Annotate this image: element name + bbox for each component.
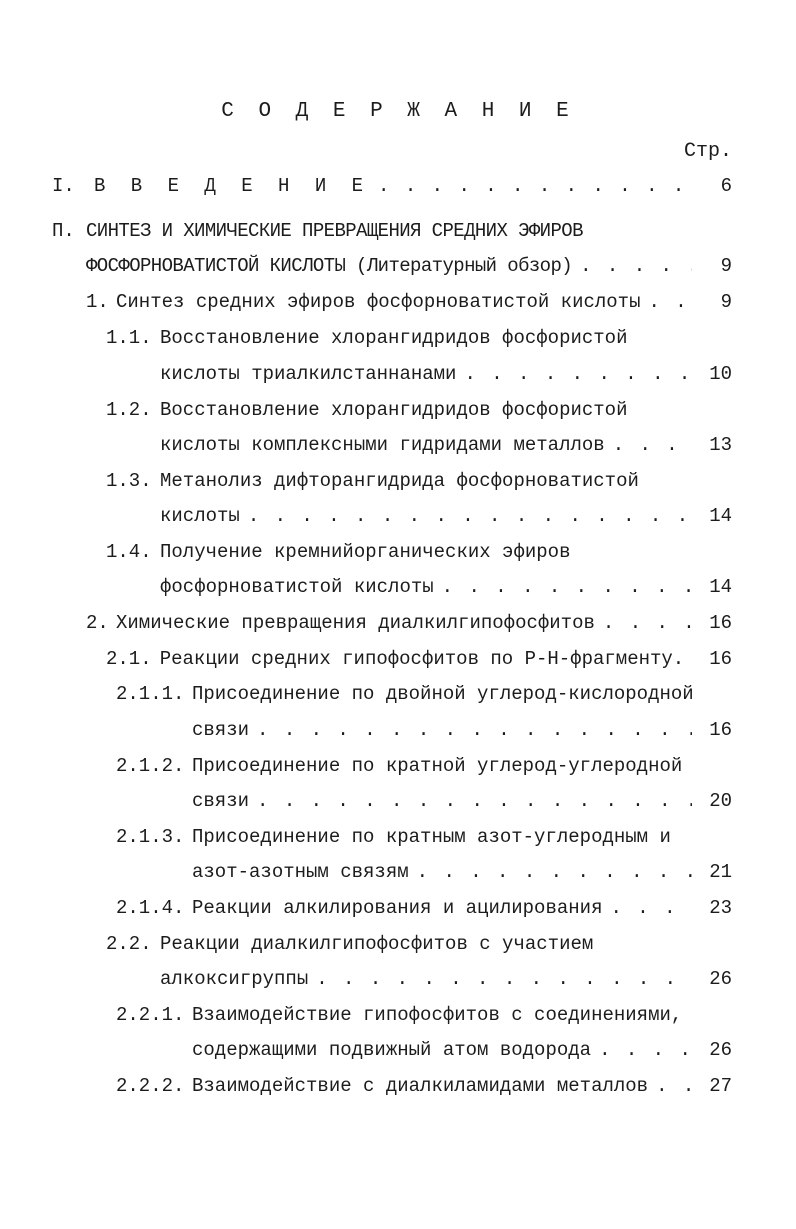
toc-entry-2-2-cont[interactable] [160,965,732,993]
entry-number: 1. [86,291,109,313]
toc-entry-1-2[interactable] [106,396,732,424]
entry-number: 2.1.3. [116,826,185,848]
toc-entry-2-1-1[interactable] [116,680,732,708]
toc-entry-2-2-1[interactable] [116,1001,732,1029]
entry-title: Метанолиз дифторангидрида фосфорноватистой [160,470,639,492]
entry-page: 20 [709,790,732,812]
toc-entry-1-3-cont[interactable] [160,502,732,530]
toc-entry-2-2[interactable] [106,930,732,958]
entry-page: 16 [709,612,732,634]
entry-page: 9 [720,291,732,313]
entry-title: Химические превращения диалкилгипофосфитов [116,612,595,634]
entry-title: Восстановление хлорангидридов фосфористой [160,327,628,349]
toc-entry-1-1[interactable] [106,324,732,352]
entry-number: 2.1. [106,648,152,670]
entry-page: 10 [709,363,732,385]
entry-title: Получение кремнийорганических эфиров [160,541,571,563]
entry-number: 1.1. [106,327,152,349]
dot-leader [591,1036,692,1064]
entry-title: Присоединение по кратной углерод-углеродной [192,755,683,777]
entry-number: I. [52,175,75,197]
entry-page: 16 [709,719,732,741]
entry-title: Синтез средних эфиров фосфорноватистой кислоты [116,291,641,313]
dot-leader [595,609,692,637]
entry-page: 14 [709,505,732,527]
toc-entry-1-3[interactable] [106,467,732,495]
toc-entry-2[interactable] [86,609,732,637]
toc-entry-2-1-2-cont[interactable] [192,787,732,815]
toc-entry-2-2-2[interactable] [116,1072,732,1100]
entry-title: СИНТЕЗ И ХИМИЧЕСКИЕ ПРЕВРАЩЕНИЯ СРЕДНИХ ЭФИРОВ [86,220,583,242]
entry-number: 2. [86,612,109,634]
dot-leader [249,787,692,815]
toc-entry-introduction[interactable] [52,172,732,200]
dot-leader [249,716,692,744]
dot-leader [240,502,692,530]
toc-entry-chapter-2-cont[interactable] [86,252,732,280]
entry-title: Взаимодействие с диалкиламидами металлов [192,1075,649,1097]
page-column-label: Стр. [683,140,732,163]
entry-page: 14 [709,576,732,598]
entry-number: 2.2.2. [116,1075,185,1097]
toc-entry-2-1-4[interactable] [116,894,732,922]
entry-page: 9 [720,255,732,277]
entry-page: 23 [709,897,732,919]
entry-number: 1.2. [106,399,152,421]
dot-leader [648,1072,692,1100]
entry-page: 27 [709,1075,732,1097]
toc-entry-2-1-1-cont[interactable] [192,716,732,744]
entry-title-continued: азот-азотным связям [192,861,409,883]
toc-entry-2-1-3-cont[interactable] [192,858,732,886]
entry-page: 6 [720,175,732,197]
entry-title-continued: кислоты триалкилстаннанами [160,363,457,385]
toc-entry-1-4-cont[interactable] [160,573,732,601]
toc-entry-1-4[interactable] [106,538,732,566]
toc-entry-1-1-cont[interactable] [160,360,732,388]
dot-leader [409,858,692,886]
entry-title-continued: фосфорноватистой кислоты [160,576,434,598]
entry-number: 2.1.1. [116,683,185,705]
entry-title: Реакции диалкилгипофосфитов с участием [160,933,594,955]
toc-entry-chapter-2[interactable] [52,217,732,245]
toc-entry-2-2-1-cont[interactable] [192,1036,732,1064]
entry-number: 2.2.1. [116,1004,185,1026]
dot-leader [572,252,692,280]
entry-title-continued: ФОСФОРНОВАТИСТОЙ КИСЛОТЫ (Литературный обзор) [86,255,573,277]
entry-title: В В Е Д Е Н И Е [94,175,371,197]
entry-title-continued: алкоксигруппы [160,968,309,990]
entry-number: 2.2. [106,933,152,955]
toc-entry-1-2-cont[interactable] [160,431,732,459]
entry-number: 1.4. [106,541,152,563]
dot-leader [641,288,693,316]
entry-title-continued: связи [192,790,250,812]
dot-leader [456,360,692,388]
page-title: С О Д Е Р Ж А Н И Е [221,100,575,123]
entry-title: Взаимодействие гипофосфитов с соединениями, [192,1004,683,1026]
entry-number: 2.1.4. [116,897,185,919]
entry-title-continued: кислоты комплексными гидридами металлов [160,434,605,456]
entry-page: 21 [709,861,732,883]
entry-title-continued: связи [192,719,250,741]
dot-leader [308,965,692,993]
entry-number: 2.1.2. [116,755,185,777]
entry-number: 1.3. [106,470,152,492]
entry-title: Восстановление хлорангидридов фосфористой [160,399,628,421]
dot-leader [605,431,692,459]
toc-entry-2-1[interactable] [106,645,732,673]
toc-entry-1[interactable] [86,288,732,316]
entry-page: 13 [709,434,732,456]
entry-title: Присоединение по кратным азот-углеродным и [192,826,671,848]
toc-entry-2-1-2[interactable] [116,752,732,780]
entry-title: Присоединение по двойной углерод-кислородной [192,683,694,705]
dot-leader [370,172,692,200]
entry-title-continued: кислоты [160,505,240,527]
entry-page: 16 [709,648,732,670]
entry-page: 26 [709,1039,732,1061]
dot-leader [602,894,692,922]
entry-title-continued: содержащими подвижный атом водорода [192,1039,592,1061]
entry-title: Реакции средних гипофосфитов по Р-Н-фрагменту. [159,648,685,670]
dot-leader [684,645,692,673]
entry-title: Реакции алкилирования и ацилирования [192,897,603,919]
dot-leader [434,573,692,601]
entry-page: 26 [709,968,732,990]
toc-entry-2-1-3[interactable] [116,823,732,851]
entry-number: П. [52,220,75,242]
